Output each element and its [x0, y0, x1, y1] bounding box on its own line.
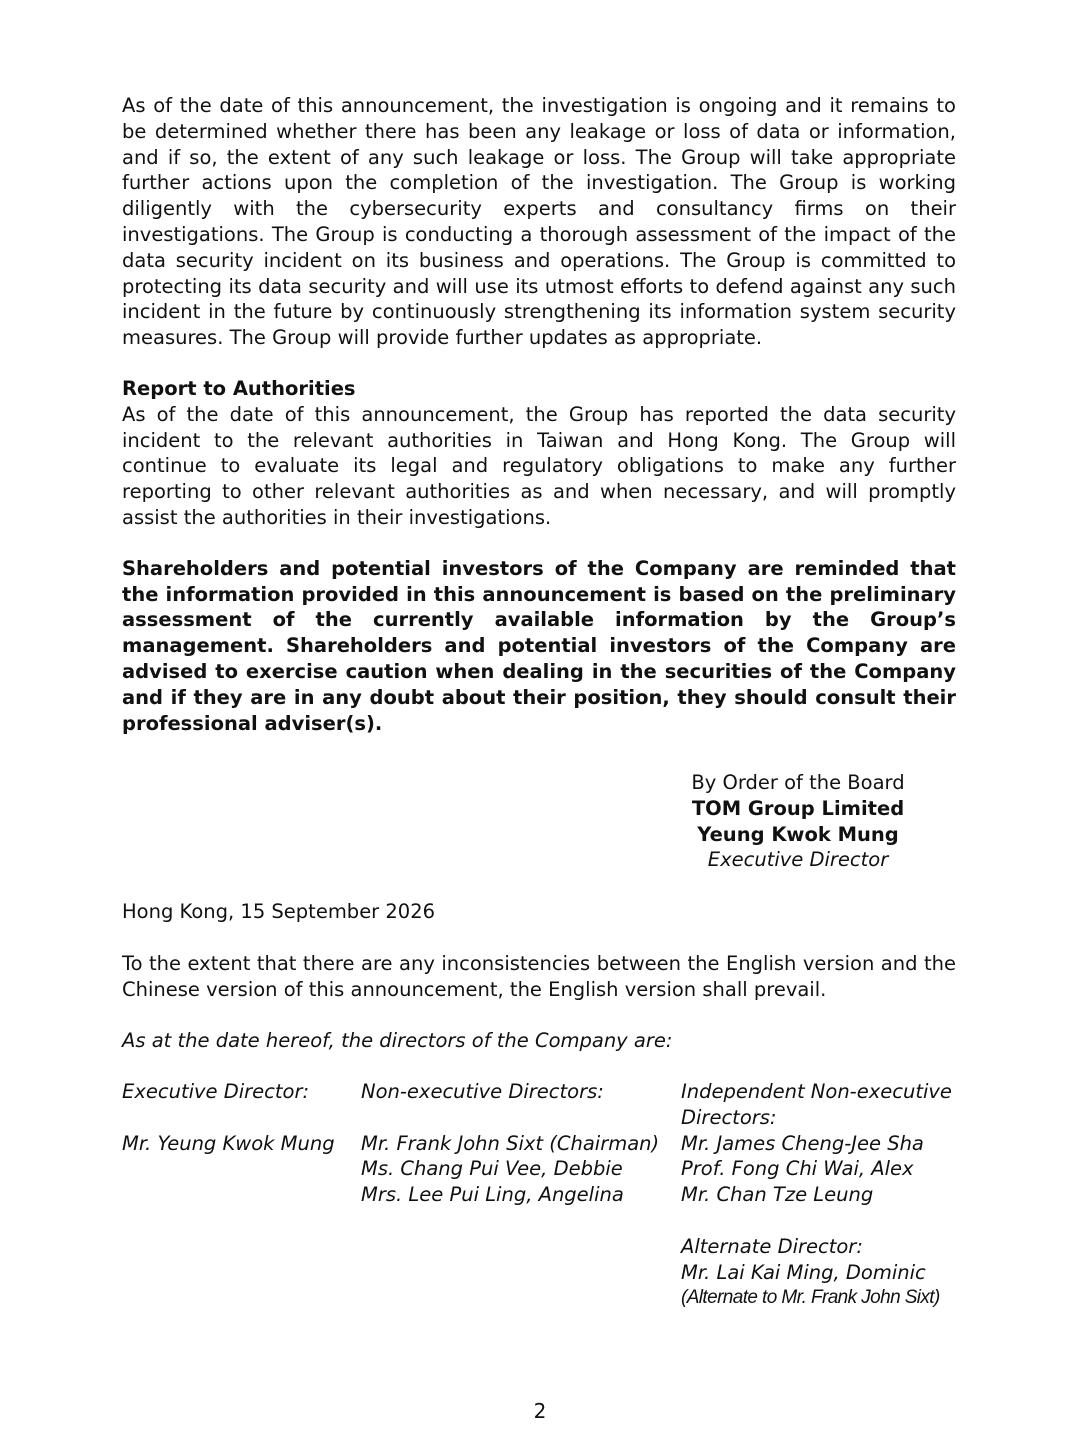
- alternate-director-heading: Alternate Director:: [681, 1234, 863, 1258]
- independent-director-name: Mr. Chan Tze Leung: [681, 1183, 874, 1207]
- signature-order-line: By Order of the Board: [691, 771, 905, 794]
- page-number: 2: [533, 1399, 547, 1423]
- independent-directors-heading-line1: Independent Non-executive: [681, 1080, 952, 1103]
- directors-intro: As at the date hereof, the directors of the Company are:: [122, 1029, 673, 1052]
- investigation-paragraph: As of the date of this announcement, the investigation is ongoing and it remains to be determined whether there has been any leakage or loss of data or information, and if so, the extent of any such leakage or loss. The Group will take appropriate further actions upon the completion of the investigation. The Group is working diligently with the cybersecurity experts and consultancy firms on their investigations. The Group is conducting a thorough assessment of the impact of the data security incident on its business and operations. The Group is committed to protecting its data security and will use its utmost efforts to defend against any such incident in the future by continuously strengthening its information system security measures. The Group will provide further updates as appropriate.: [122, 94, 956, 350]
- non-executive-directors-column: [361, 1079, 671, 1208]
- executive-director-name: Mr. Yeung Kwok Mung: [122, 1131, 335, 1155]
- executive-directors-column: [122, 1079, 352, 1156]
- non-executive-director-name: Mrs. Lee Pui Ling, Angelina: [361, 1183, 624, 1207]
- non-executive-director-name: Ms. Chang Pui Vee, Debbie: [361, 1157, 623, 1181]
- authorities-paragraph: As of the date of this announcement, the Group has reported the data security incident to the relevant authorities in Taiwan and Hong Kong. The Group will continue to evaluate its legal and regulatory obligations to make any further reporting to other relevant authorities as and when necessary, and will promptly assist the authorities in their investigations.: [122, 402, 956, 529]
- independent-director-name: Prof. Fong Chi Wai, Alex: [681, 1157, 914, 1181]
- caution-paragraph: Shareholders and potential investors of the Company are reminded that the information provided in this announcement is based on the preliminary assessment of the currently available information by the Group’s management. Shareholders and potential investors of the Company are advised to exercise caution when dealing in the securities of the Company and if they are in any doubt about their position, they should consult their professional adviser(s).: [122, 556, 956, 735]
- independent-directors-column: [681, 1079, 971, 1311]
- non-executive-directors-heading: Non-executive Directors:: [361, 1080, 604, 1103]
- signature-name: Yeung Kwok Mung: [697, 822, 899, 846]
- signature-block: [640, 770, 956, 873]
- independent-director-name: Mr. James Cheng-Jee Sha: [681, 1131, 924, 1155]
- announcement-body: [122, 93, 956, 736]
- place-and-date: Hong Kong, 15 September 2026: [122, 900, 436, 923]
- section-heading-report-to-authorities: Report to Authorities: [122, 376, 356, 400]
- language-prevail-note: To the extent that there are any inconsistencies between the English version and the Chinese version of this announcement, the English version shall prevail.: [122, 952, 956, 1001]
- alternate-director-name: Mr. Lai Kai Ming, Dominic: [681, 1260, 926, 1284]
- signature-company: TOM Group Limited: [691, 796, 905, 820]
- executive-directors-heading: Executive Director:: [122, 1080, 310, 1103]
- signature-title: Executive Director: [707, 848, 889, 872]
- alternate-director-note: (Alternate to Mr. Frank John Sixt): [681, 1287, 940, 1309]
- non-executive-director-name: Mr. Frank John Sixt (Chairman): [361, 1131, 660, 1155]
- independent-directors-heading-line2: Directors:: [681, 1105, 777, 1129]
